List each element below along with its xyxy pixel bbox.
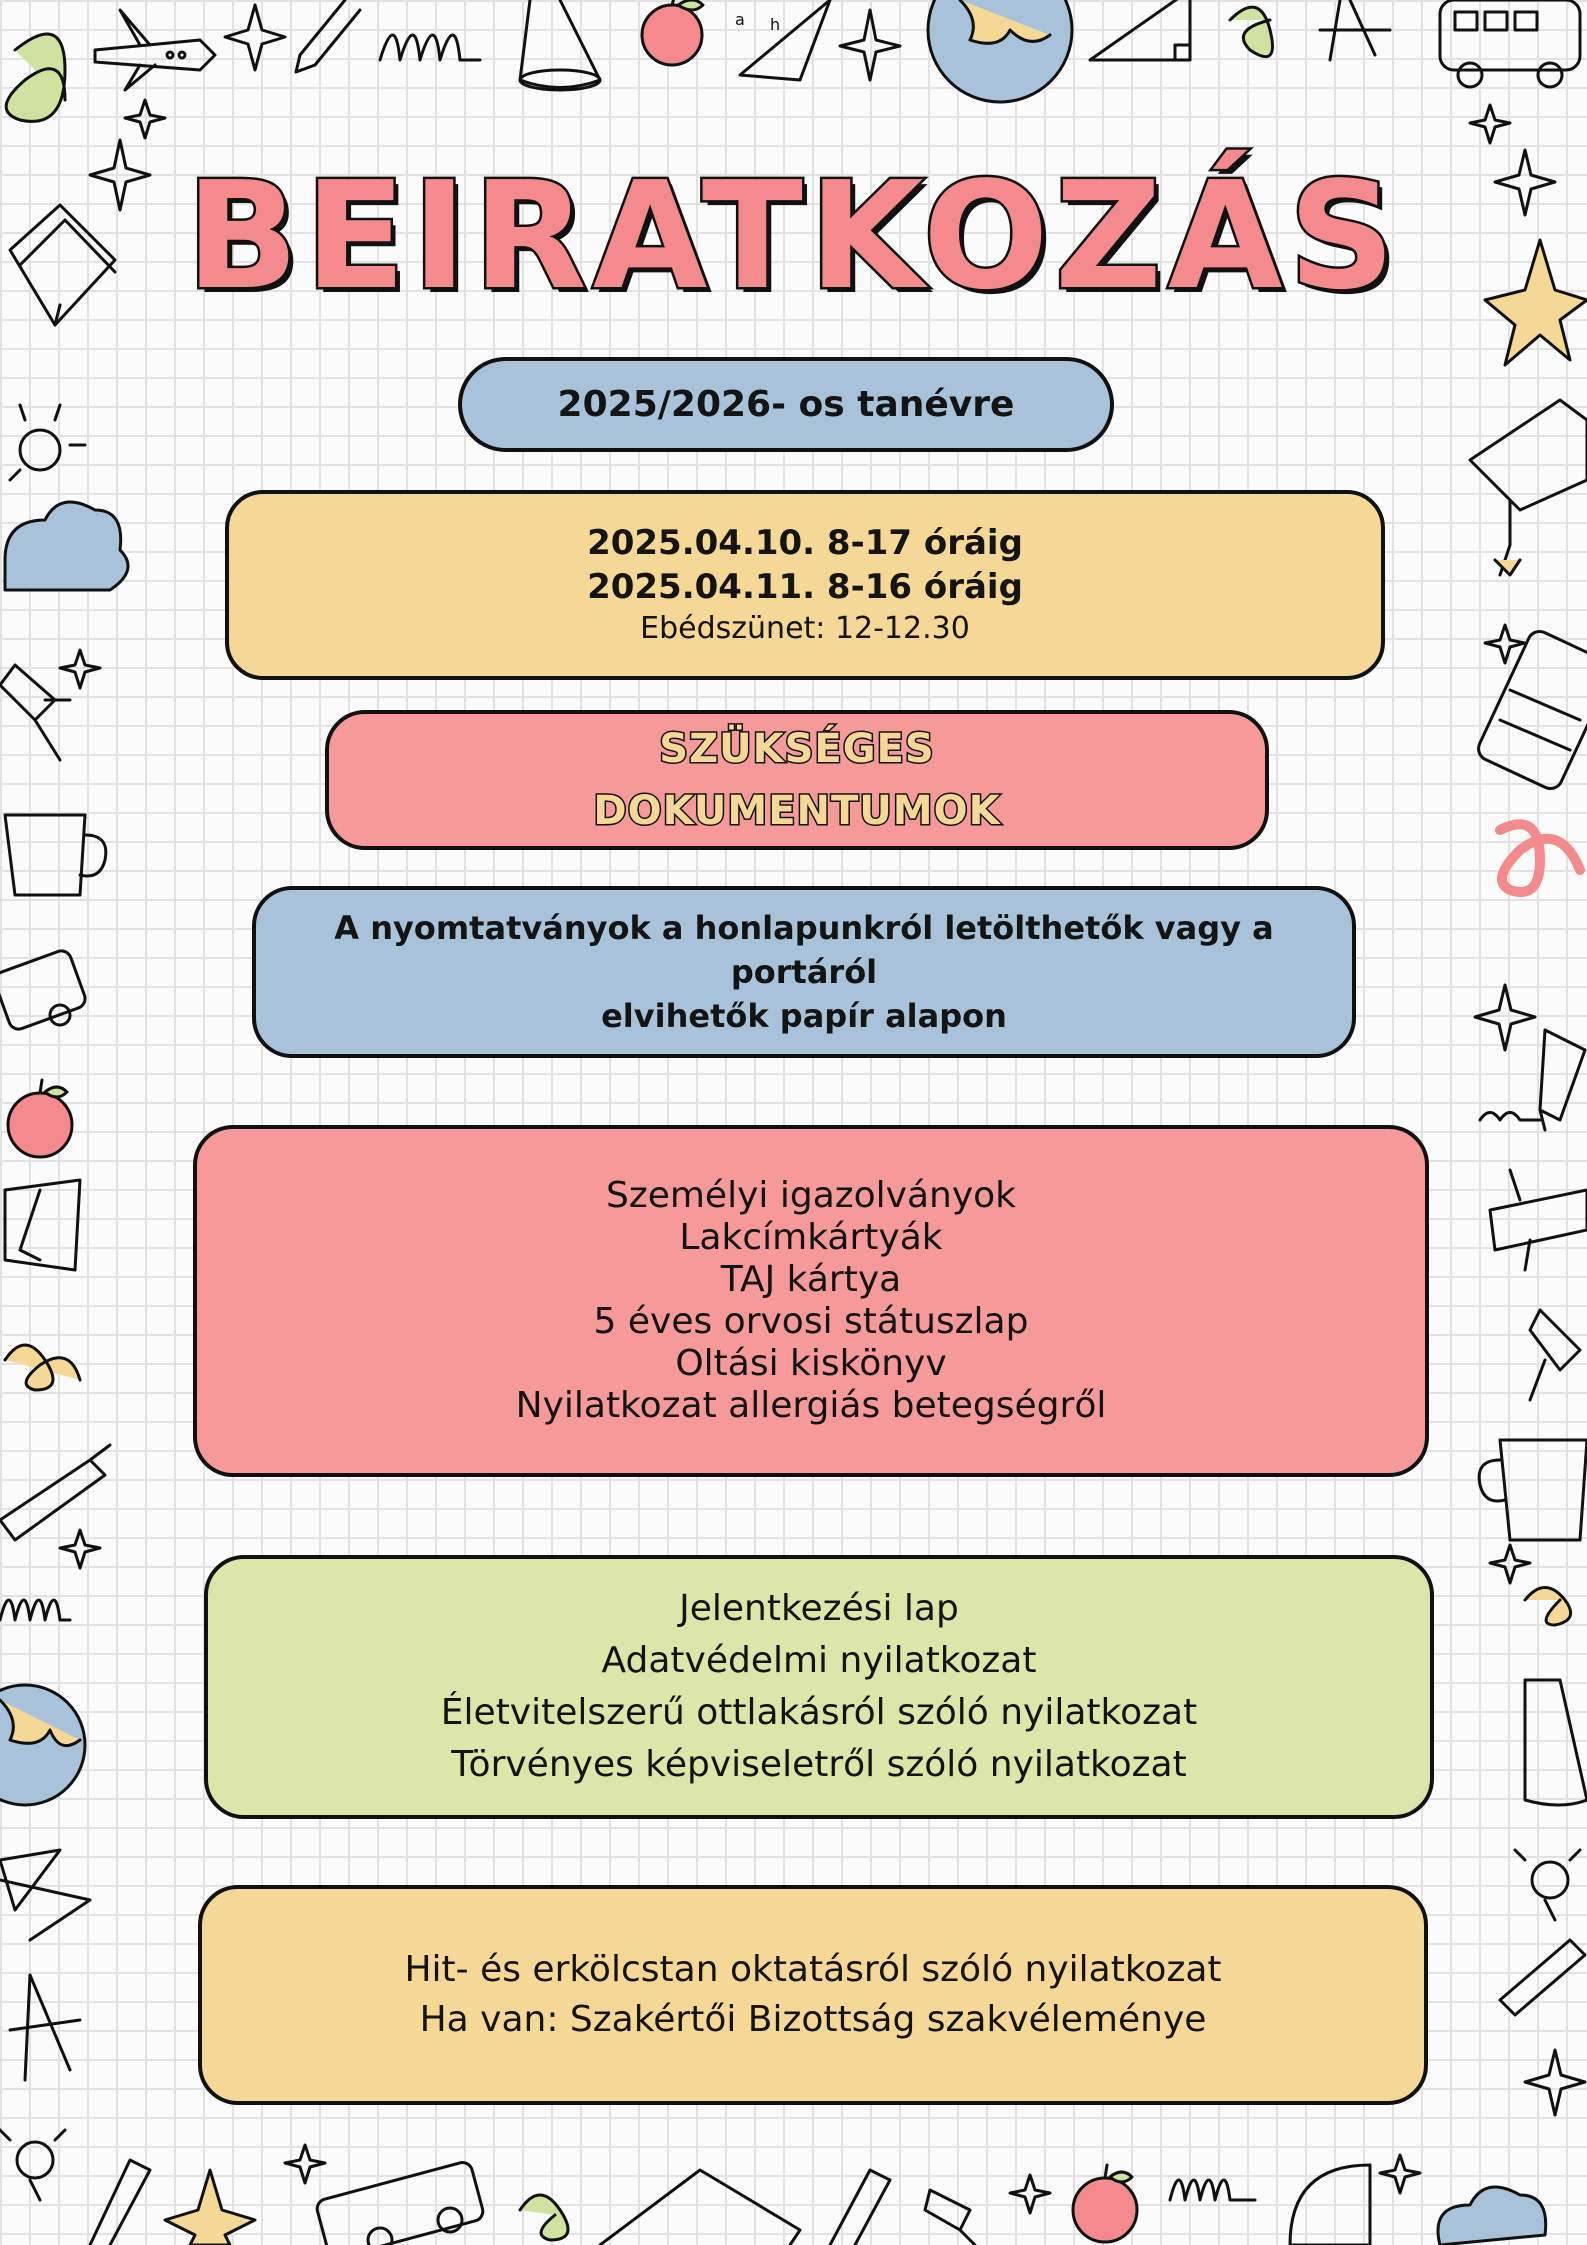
lightbulb-icon: [10, 405, 85, 480]
list-item: Adatvédelmi nyilatkozat: [601, 1640, 1037, 1681]
pushpin-icon: [0, 665, 70, 760]
star-icon: [1470, 105, 1510, 143]
cone-icon: [1525, 1680, 1587, 1805]
list-item: Lakcímkártyák: [679, 1217, 943, 1258]
schedule-panel: [225, 490, 1385, 680]
schedule-date-1: 2025.04.10. 8-17 óráig: [587, 523, 1023, 563]
globe-icon: [0, 1685, 85, 1805]
swirl-icon: [6, 34, 65, 121]
schedule-date-2: 2025.04.11. 8-16 óráig: [587, 567, 1023, 607]
pencil-icon: [90, 2160, 150, 2245]
star-icon: [225, 5, 285, 70]
list-item: Oltási kiskönyv: [675, 1343, 947, 1384]
list-item: Ha van: Szakértői Bizottság szakvéleménye: [419, 1999, 1207, 2040]
ruler-triangle-icon: [1090, 0, 1190, 60]
star-icon: [60, 1530, 100, 1568]
lunch-break-text: Ebédszünet: 12-12.30: [640, 611, 970, 646]
apple-icon: [642, 0, 703, 65]
pen-icon: [1500, 1940, 1585, 2015]
star-icon: [165, 2170, 255, 2245]
list-item: Hit- és erkölcstan oktatásról szóló nyilatkozat: [404, 1949, 1222, 1990]
star-icon: [1010, 2175, 1050, 2213]
other-documents-list: [198, 1885, 1428, 2105]
star-icon: [125, 100, 165, 138]
protractor-icon: [1290, 2165, 1370, 2245]
svg-text:a: a: [735, 10, 745, 29]
sparkle-icon: [840, 10, 900, 80]
graduation-cap-icon: [1470, 400, 1587, 575]
swirl-icon: [1525, 1588, 1571, 1626]
svg-text:h: h: [770, 15, 781, 34]
swirl-icon: [1230, 7, 1273, 57]
page-title: BEIRATKOZÁS: [185, 150, 1402, 322]
cloud-icon: [5, 502, 128, 590]
scribble-icon: [0, 1600, 70, 1620]
personal-documents-list: [193, 1125, 1429, 1477]
calculator-icon: [1475, 628, 1587, 793]
bus-icon: [1440, 0, 1580, 87]
list-item: TAJ kártya: [720, 1259, 902, 1300]
forms-list: [204, 1555, 1434, 1819]
airplane-icon: [1490, 1170, 1587, 1270]
apple-icon: [8, 1080, 72, 1157]
sparkle-icon: [1475, 985, 1535, 1050]
star-icon: [285, 2145, 325, 2183]
apple-icon: [1073, 2165, 1137, 2242]
pushpin-icon: [925, 2190, 975, 2245]
swirl-icon: [1500, 824, 1580, 892]
star-icon: [1490, 1545, 1530, 1583]
documents-heading-panel: [325, 710, 1269, 850]
mug-icon: [1479, 1440, 1587, 1540]
star-icon: [1380, 2155, 1420, 2193]
documents-heading-line-1: SZÜKSÉGES: [659, 726, 935, 772]
swirl-icon: [5, 1345, 80, 1390]
school-year-text: 2025/2026- os tanévre: [557, 384, 1015, 425]
compass-icon: [10, 1975, 80, 2080]
star-icon: [60, 650, 100, 688]
forms-note-panel: [252, 886, 1356, 1058]
book-icon: [600, 2170, 800, 2245]
cone-icon: [520, 0, 600, 90]
cloud-icon: [1438, 2187, 1546, 2245]
list-item: 5 éves orvosi státuszlap: [593, 1301, 1029, 1342]
school-year-badge: [458, 357, 1114, 452]
globe-icon: [928, 0, 1072, 102]
pushpin-icon: [1530, 1310, 1580, 1400]
bus-icon: [315, 2160, 485, 2245]
forms-note-line-1: A nyomtatványok a honlapunkról letölthetők vagy a portáról: [334, 909, 1274, 991]
list-item: Életvitelszerű ottlakásról szóló nyilatkozat: [440, 1692, 1198, 1733]
triangle-icon: [735, 0, 830, 80]
lightbulb-icon: [0, 2130, 65, 2200]
list-item: Személyi igazolványok: [605, 1175, 1017, 1216]
swirl-icon: [520, 2195, 568, 2240]
forms-note-line-2: elvihetők papír alapon: [601, 997, 1007, 1035]
list-item: Jelentkezési lap: [679, 1588, 959, 1629]
pencil-icon: [296, 0, 360, 72]
compass-icon: [1320, 0, 1390, 60]
paper-plane-icon: [0, 1850, 90, 1940]
cube-icon: [5, 1180, 80, 1270]
pencil-icon: [830, 2170, 890, 2245]
airplane-icon: [95, 10, 215, 90]
sparkle-icon: [1525, 2050, 1585, 2115]
bus-icon: [0, 948, 88, 1032]
pencil-icon: [1480, 1030, 1585, 1130]
list-item: Nyilatkozat allergiás betegségről: [515, 1385, 1107, 1426]
documents-heading-line-2: DOKUMENTUMOK: [593, 788, 1001, 834]
pen-icon: [0, 1445, 110, 1540]
scribble-icon: [380, 35, 480, 60]
scribble-icon: [1170, 2180, 1255, 2200]
mug-icon: [5, 815, 106, 895]
lightbulb-icon: [1515, 1850, 1580, 1920]
list-item: Törvényes képviseletről szóló nyilatkozat: [451, 1744, 1187, 1785]
